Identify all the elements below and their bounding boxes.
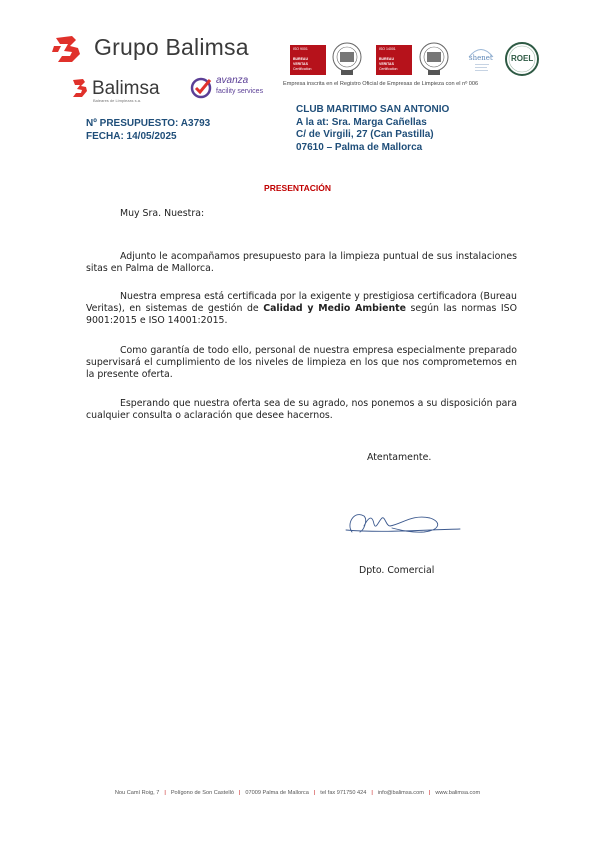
recipient-address [296,104,449,154]
registry-note: Empresa inscrita en el Registro Oficial de Empresas de Limpieza con el nº 006 [283,81,479,87]
quality-environment-emphasis: Calidad y Medio Ambiente [263,303,406,314]
recipient-city: 07610 – Palma de Mallorca [296,141,423,153]
roel-logo: ROEL [503,42,541,76]
company-brand-name: Balimsa [92,78,160,99]
iso-9001-badge: ISO 9001 BUREAU VERITAS Certification [290,45,326,75]
group-brand-name: Grupo Balimsa [94,34,249,60]
bureau-veritas-seal-icon [331,40,363,76]
paragraph-2: Nuestra empresa está certificada por la exigente y prestigiosa certificadora (Bureau Veritas), en sistemas de gestión de Calidad y Medio Ambiente según las normas ISO 9001:2015 e ISO 14001:2015. [86,291,517,326]
closing: Atentamente. [367,452,432,463]
handwritten-signature [342,500,462,542]
footer-website: www.balimsa.com [435,790,481,796]
paragraph-1: Adjunto le acompañamos presupuesto para la limpieza puntual de sus instalaciones sitas en Palma de Mallorca. [86,251,517,274]
budget-meta [86,118,210,143]
budget-date: FECHA: 14/05/2025 [86,130,177,142]
recipient-name: CLUB MARITIMO SAN ANTONIO [296,104,450,115]
balimsa-b-icon [52,34,90,64]
paragraph-4: Esperando que nuestra oferta sea de su agrado, nos ponemos a su disposición para cualquier consulta o aclaración que desee hacernos. [86,398,517,421]
budget-number: Nº PRESUPUESTO: A3793 [86,118,211,129]
letter-title: PRESENTACIÓN [264,183,331,193]
recipient-attention: A la at: Sra. Marga Cañellas [296,116,427,128]
balimsa-small-b-icon [70,78,92,98]
footer-contact: Nou Camí Roig, 7 | Polígono de Son Castelló | 07009 Palma de Mallorca | tel fax 971750 424 | info@balimsa.com | www.balimsa.com [114,790,481,796]
iso-14001-badge: ISO 14001 BUREAU VERITAS Certification [376,45,412,75]
department-signoff: Dpto. Comercial [359,565,435,576]
footer-city: 07009 Palma de Mallorca [245,790,309,796]
footer-address: Nou Camí Roig, 7 [114,790,160,796]
footer-industrial-area: Polígono de Son Castelló [170,790,234,796]
footer-phone: tel fax 971750 424 [320,790,367,796]
partner-tagline: facility services [216,88,264,95]
company-tagline: Baleares de Limpiezas s.a. [93,98,142,103]
paragraph-3: Como garantía de todo ello, personal de nuestra empresa especialmente preparado supervisará el cumplimiento de los niveles de limpieza en los que nos comprometemos en la presente oferta. [86,345,517,380]
partner-brand-name: avanza [216,75,249,86]
avanza-check-icon [190,77,214,99]
bureau-veritas-seal-icon [418,40,450,76]
salutation: Muy Sra. Nuestra: [120,208,205,219]
recipient-street: C/ de Virgili, 27 (Can Pastilla) [296,129,434,140]
footer-email: info@balimsa.com [377,790,424,796]
shenet-logo: shenet [466,44,496,76]
